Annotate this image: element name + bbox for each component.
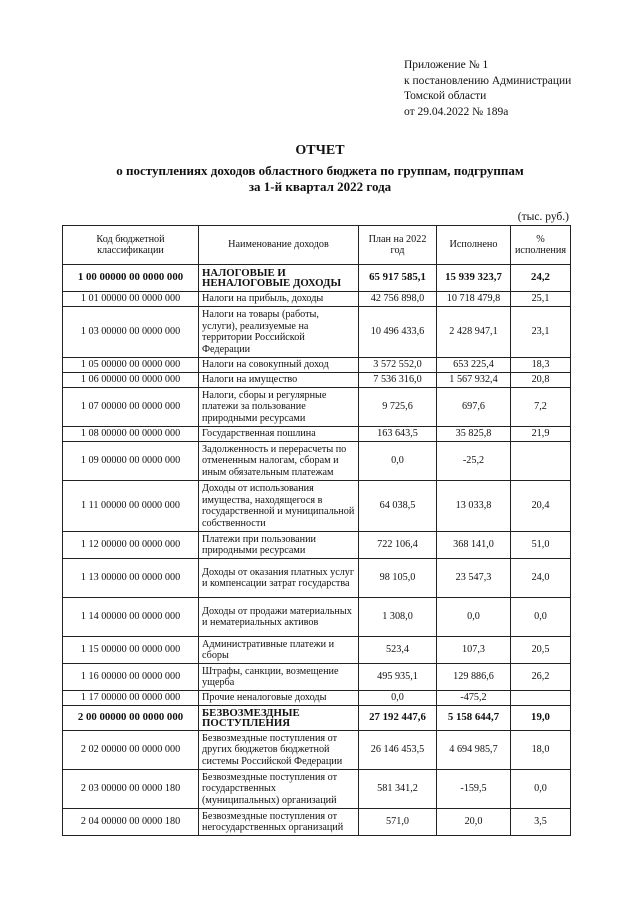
report-subtitle bbox=[60, 163, 580, 195]
table-header-row bbox=[63, 226, 571, 265]
table-row bbox=[63, 388, 571, 427]
row-name: Налоги на товары (работы, услуги), реализуемые на территории Российской Федерации bbox=[199, 307, 359, 358]
table-body bbox=[63, 265, 571, 836]
table-row bbox=[63, 265, 571, 292]
table-row bbox=[63, 637, 571, 664]
row-executed: 15 939 323,7 bbox=[437, 265, 511, 292]
table-row bbox=[63, 427, 571, 442]
table-row bbox=[63, 442, 571, 481]
row-executed: 0,0 bbox=[437, 598, 511, 637]
row-executed: -159,5 bbox=[437, 770, 511, 809]
row-executed: -475,2 bbox=[437, 691, 511, 706]
row-plan: 27 192 447,6 bbox=[359, 706, 437, 731]
subtitle-line: о поступлениях доходов областного бюджета по группам, подгруппам bbox=[116, 163, 524, 178]
header-executed: Исполнено bbox=[437, 226, 511, 265]
row-code: 2 02 00000 00 0000 000 bbox=[63, 731, 199, 770]
row-percent: 18,3 bbox=[511, 358, 571, 373]
header-plan: План на 2022 год bbox=[359, 226, 437, 265]
row-code: 1 03 00000 00 0000 000 bbox=[63, 307, 199, 358]
row-name: БЕЗВОЗМЕЗДНЫЕ ПОСТУПЛЕНИЯ bbox=[199, 706, 359, 731]
row-code: 2 04 00000 00 0000 180 bbox=[63, 809, 199, 836]
row-executed: 653 225,4 bbox=[437, 358, 511, 373]
table-row bbox=[63, 664, 571, 691]
row-percent: 24,0 bbox=[511, 559, 571, 598]
row-name: Доходы от оказания платных услуг и компенсации затрат государства bbox=[199, 559, 359, 598]
row-plan: 1 308,0 bbox=[359, 598, 437, 637]
row-executed: 35 825,8 bbox=[437, 427, 511, 442]
table-row bbox=[63, 598, 571, 637]
row-plan: 64 038,5 bbox=[359, 481, 437, 532]
row-executed: 13 033,8 bbox=[437, 481, 511, 532]
row-percent: 0,0 bbox=[511, 770, 571, 809]
row-code: 2 00 00000 00 0000 000 bbox=[63, 706, 199, 731]
appendix-line: от 29.04.2022 № 189а bbox=[404, 105, 509, 118]
row-executed: 5 158 644,7 bbox=[437, 706, 511, 731]
row-plan: 7 536 316,0 bbox=[359, 373, 437, 388]
row-plan: 65 917 585,1 bbox=[359, 265, 437, 292]
row-name: Безвозмездные поступления от других бюджетов бюджетной системы Российской Федерации bbox=[199, 731, 359, 770]
row-plan: 523,4 bbox=[359, 637, 437, 664]
table-row bbox=[63, 292, 571, 307]
row-code: 1 17 00000 00 0000 000 bbox=[63, 691, 199, 706]
row-plan: 9 725,6 bbox=[359, 388, 437, 427]
table-row bbox=[63, 532, 571, 559]
row-executed: 2 428 947,1 bbox=[437, 307, 511, 358]
row-code: 1 11 00000 00 0000 000 bbox=[63, 481, 199, 532]
row-executed: 129 886,6 bbox=[437, 664, 511, 691]
row-percent: 7,2 bbox=[511, 388, 571, 427]
appendix-line: к постановлению Администрации bbox=[404, 74, 572, 87]
header-code: Код бюджетной классификации bbox=[63, 226, 199, 265]
row-plan: 3 572 552,0 bbox=[359, 358, 437, 373]
row-name: Налоги на совокупный доход bbox=[199, 358, 359, 373]
row-name: Налоги на прибыль, доходы bbox=[199, 292, 359, 307]
header-name: Наименование доходов bbox=[199, 226, 359, 265]
units-label: (тыс. руб.) bbox=[517, 211, 569, 223]
row-code: 1 16 00000 00 0000 000 bbox=[63, 664, 199, 691]
row-code: 1 01 00000 00 0000 000 bbox=[63, 292, 199, 307]
row-code: 1 06 00000 00 0000 000 bbox=[63, 373, 199, 388]
row-plan: 571,0 bbox=[359, 809, 437, 836]
table-row bbox=[63, 706, 571, 731]
row-percent: 25,1 bbox=[511, 292, 571, 307]
appendix-block bbox=[404, 58, 571, 120]
row-percent: 20,8 bbox=[511, 373, 571, 388]
row-percent: 20,4 bbox=[511, 481, 571, 532]
row-plan: 10 496 433,6 bbox=[359, 307, 437, 358]
row-executed: 20,0 bbox=[437, 809, 511, 836]
row-code: 1 07 00000 00 0000 000 bbox=[63, 388, 199, 427]
row-percent: 21,9 bbox=[511, 427, 571, 442]
row-name: Налоги на имущество bbox=[199, 373, 359, 388]
row-name: Штрафы, санкции, возмещение ущерба bbox=[199, 664, 359, 691]
row-plan: 495 935,1 bbox=[359, 664, 437, 691]
row-code: 1 14 00000 00 0000 000 bbox=[63, 598, 199, 637]
row-name: Налоги, сборы и регулярные платежи за пользование природными ресурсами bbox=[199, 388, 359, 427]
row-plan: 163 643,5 bbox=[359, 427, 437, 442]
income-table bbox=[62, 225, 571, 836]
row-code: 1 05 00000 00 0000 000 bbox=[63, 358, 199, 373]
row-executed: 23 547,3 bbox=[437, 559, 511, 598]
table-row bbox=[63, 307, 571, 358]
row-name: Доходы от использования имущества, находящегося в государственной и муниципальной собственности bbox=[199, 481, 359, 532]
row-name: Задолженность и перерасчеты по отмененным налогам, сборам и иным обязательным платежам bbox=[199, 442, 359, 481]
row-executed: 10 718 479,8 bbox=[437, 292, 511, 307]
row-code: 1 00 00000 00 0000 000 bbox=[63, 265, 199, 292]
row-name: Доходы от продажи материальных и нематериальных активов bbox=[199, 598, 359, 637]
table-row bbox=[63, 481, 571, 532]
row-name: НАЛОГОВЫЕ И НЕНАЛОГОВЫЕ ДОХОДЫ bbox=[199, 265, 359, 292]
appendix-line: Приложение № 1 bbox=[404, 59, 489, 71]
table-row bbox=[63, 691, 571, 706]
header-percent: % исполнения bbox=[511, 226, 571, 265]
row-name: Административные платежи и сборы bbox=[199, 637, 359, 664]
row-plan: 26 146 453,5 bbox=[359, 731, 437, 770]
row-name: Безвозмездные поступления от государственных (муниципальных) организаций bbox=[199, 770, 359, 809]
row-executed: 697,6 bbox=[437, 388, 511, 427]
row-percent bbox=[511, 691, 571, 706]
report-title: ОТЧЕТ bbox=[295, 143, 345, 158]
row-plan: 0,0 bbox=[359, 442, 437, 481]
row-code: 1 12 00000 00 0000 000 bbox=[63, 532, 199, 559]
row-name: Государственная пошлина bbox=[199, 427, 359, 442]
row-plan: 722 106,4 bbox=[359, 532, 437, 559]
table-row bbox=[63, 358, 571, 373]
row-code: 2 03 00000 00 0000 180 bbox=[63, 770, 199, 809]
row-code: 1 09 00000 00 0000 000 bbox=[63, 442, 199, 481]
row-plan: 42 756 898,0 bbox=[359, 292, 437, 307]
row-percent: 51,0 bbox=[511, 532, 571, 559]
row-code: 1 13 00000 00 0000 000 bbox=[63, 559, 199, 598]
appendix-line: Томской области bbox=[404, 90, 487, 102]
row-plan: 581 341,2 bbox=[359, 770, 437, 809]
row-plan: 98 105,0 bbox=[359, 559, 437, 598]
row-executed: 368 141,0 bbox=[437, 532, 511, 559]
table-row bbox=[63, 559, 571, 598]
row-percent: 18,0 bbox=[511, 731, 571, 770]
row-executed: 4 694 985,7 bbox=[437, 731, 511, 770]
row-name: Прочие неналоговые доходы bbox=[199, 691, 359, 706]
row-executed: -25,2 bbox=[437, 442, 511, 481]
row-percent: 0,0 bbox=[511, 598, 571, 637]
table-row bbox=[63, 731, 571, 770]
row-executed: 1 567 932,4 bbox=[437, 373, 511, 388]
table-row bbox=[63, 770, 571, 809]
row-percent: 20,5 bbox=[511, 637, 571, 664]
row-percent: 3,5 bbox=[511, 809, 571, 836]
row-name: Безвозмездные поступления от негосударственных организаций bbox=[199, 809, 359, 836]
row-percent: 23,1 bbox=[511, 307, 571, 358]
row-percent: 26,2 bbox=[511, 664, 571, 691]
row-percent: 24,2 bbox=[511, 265, 571, 292]
row-percent: 19,0 bbox=[511, 706, 571, 731]
row-executed: 107,3 bbox=[437, 637, 511, 664]
row-plan: 0,0 bbox=[359, 691, 437, 706]
row-code: 1 08 00000 00 0000 000 bbox=[63, 427, 199, 442]
table-row bbox=[63, 373, 571, 388]
row-code: 1 15 00000 00 0000 000 bbox=[63, 637, 199, 664]
table-row bbox=[63, 809, 571, 836]
row-percent bbox=[511, 442, 571, 481]
row-name: Платежи при пользовании природными ресурсами bbox=[199, 532, 359, 559]
subtitle-line: за 1-й квартал 2022 года bbox=[248, 179, 392, 194]
